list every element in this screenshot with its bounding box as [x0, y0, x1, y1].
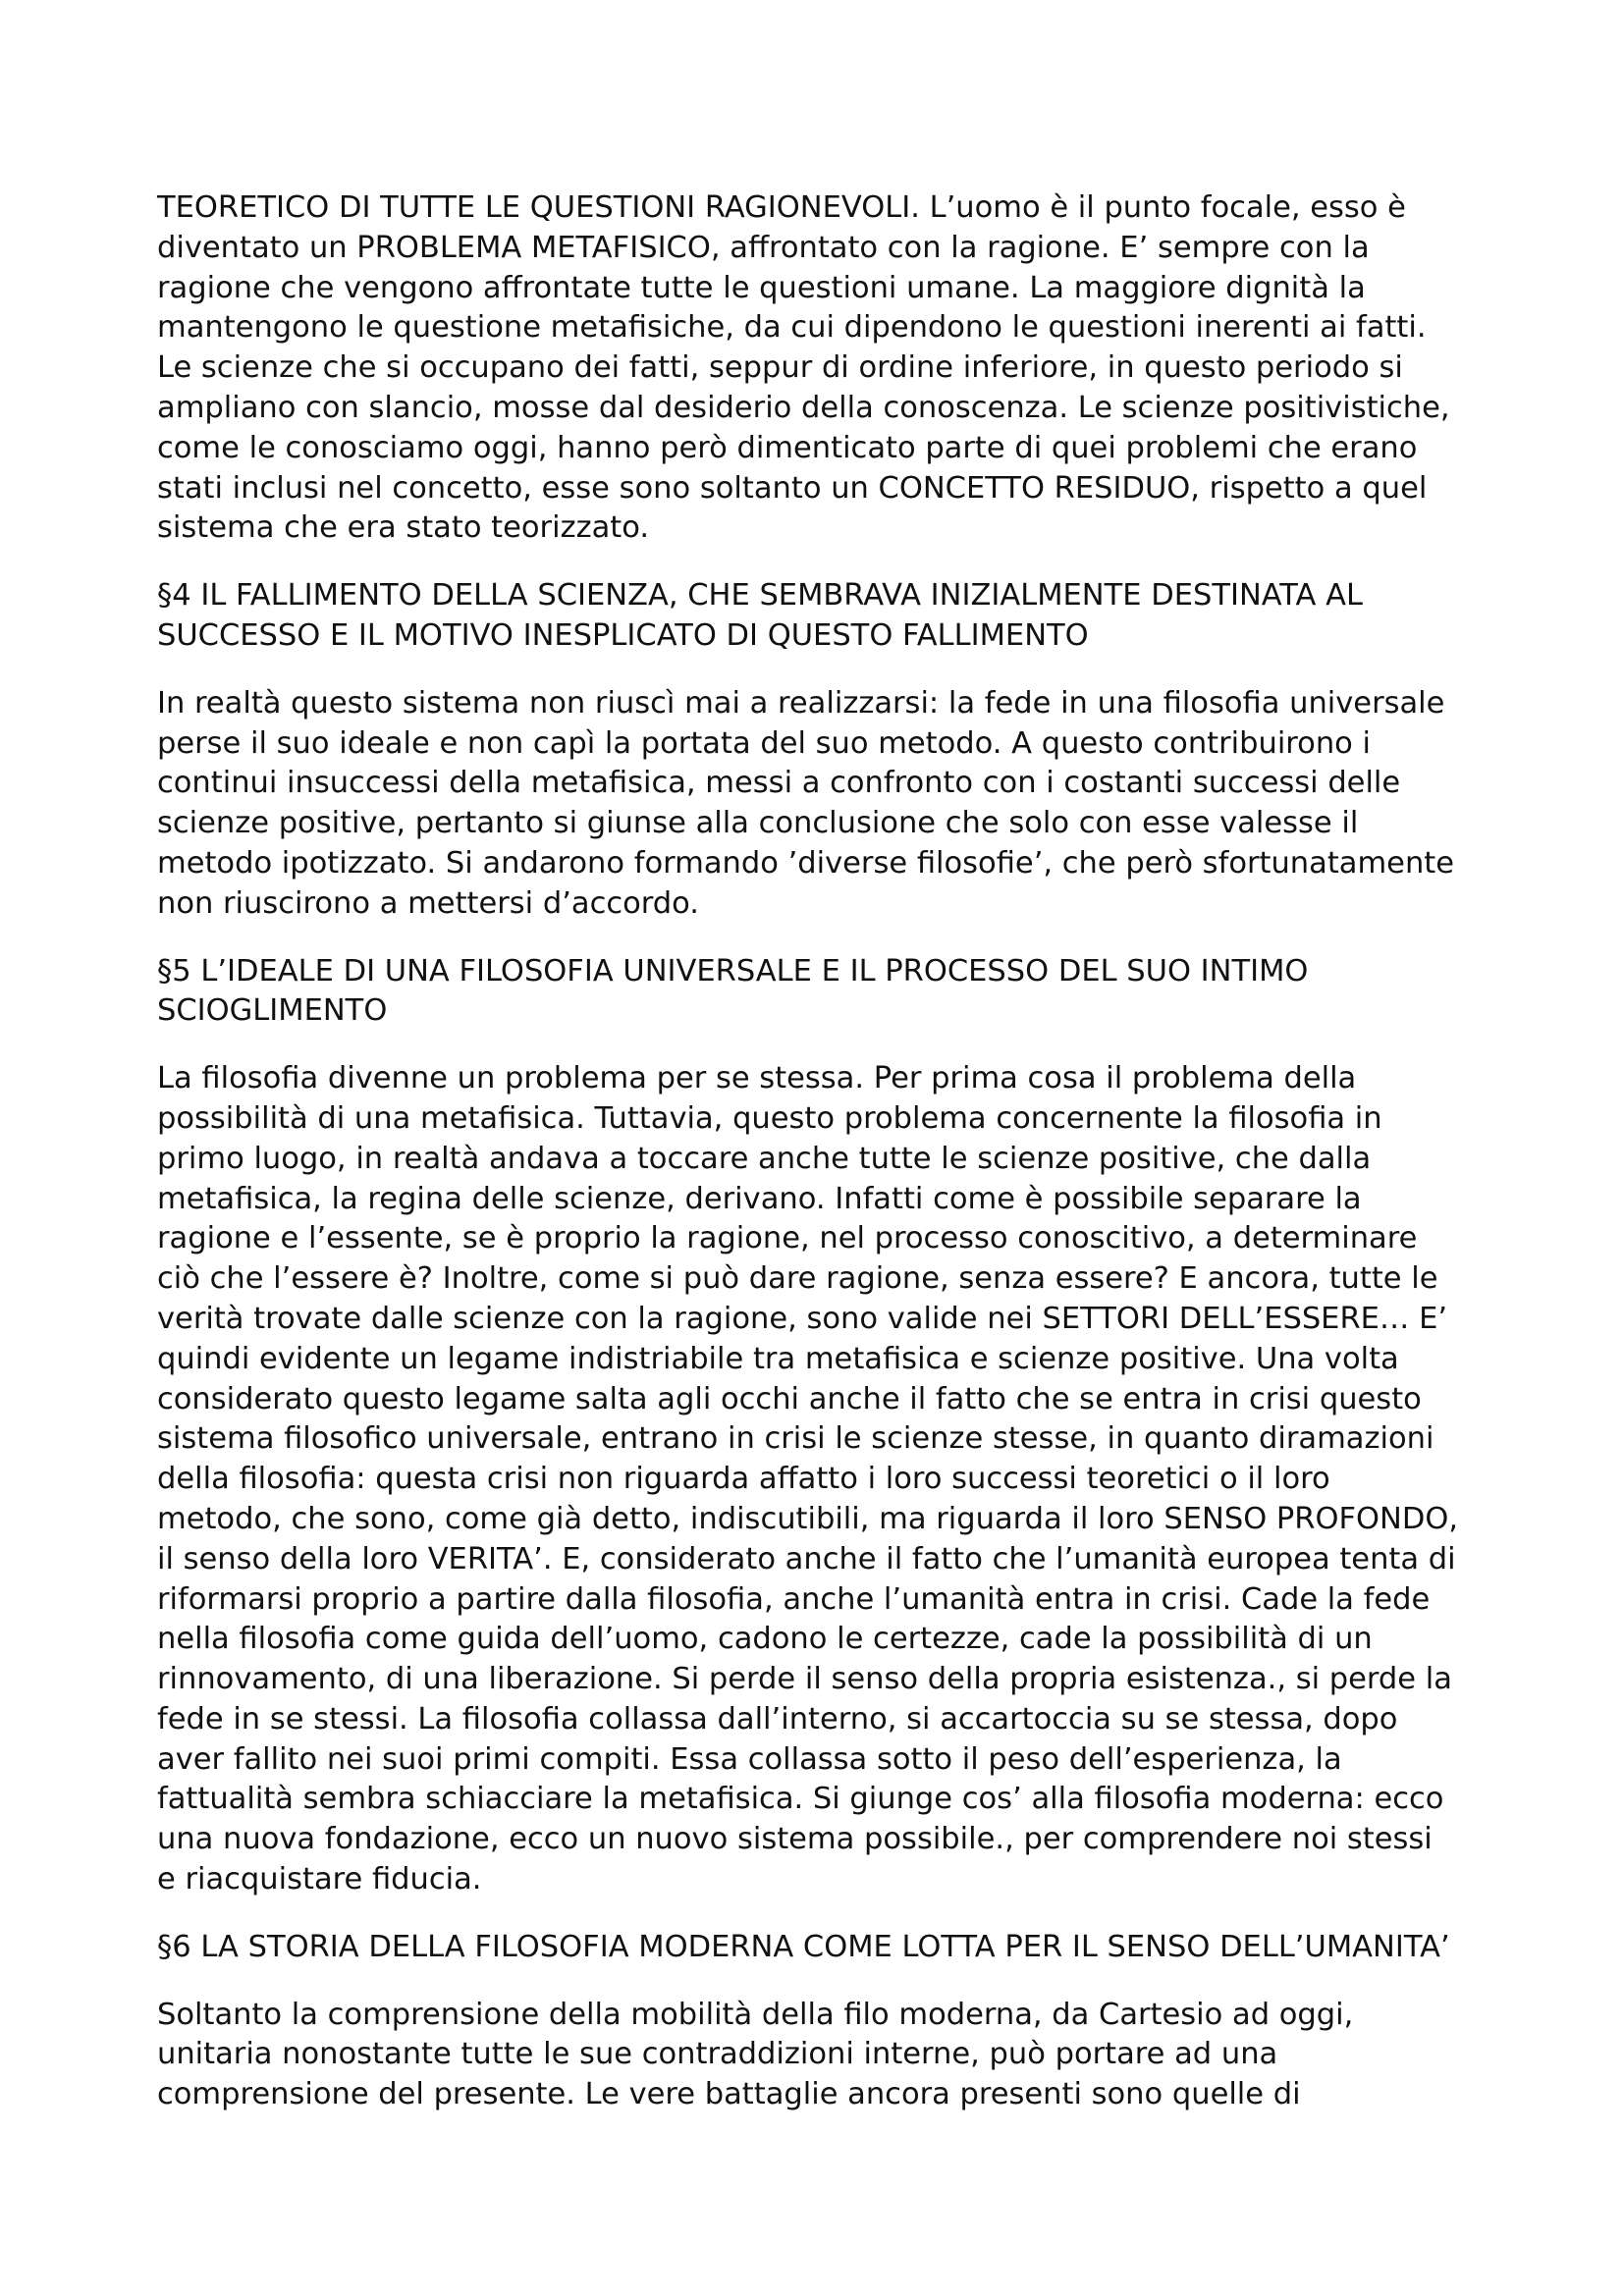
document-body	[157, 188, 1483, 2143]
paragraph-section-6: Soltanto la comprensione della mobilità della filo moderna, da Cartesio ad oggi, unitaria nonostante tutte le sue contraddizioni interne, può portare ad una comprensione del presente. Le vere battaglie ancora presenti sono quelle di	[157, 1997, 1354, 2112]
section-heading-5: §5 L’IDEALE DI UNA FILOSOFIA UNIVERSALE E IL PROCESSO DEL SUO INTIMO SCIOGLIMENTO	[157, 953, 1309, 1029]
section-heading-4: §4 IL FALLIMENTO DELLA SCIENZA, CHE SEMBRAVA INIZIALMENTE DESTINATA AL SUCCESSO E IL MOTIVO INESPLICATO DI QUESTO FALLIMENTO	[157, 578, 1363, 653]
paragraph-section-5: La filosofia divenne un problema per se stessa. Per prima cosa il problema della possibilità di una metafisica. Tuttavia, questo problema concernente la filosofia in primo luogo, in realtà andava a toccare anche tutte le scienze positive, che dalla metafisica, la regina delle scienze, derivano. Infatti come è possibile separare la ragione e l’essente, se è proprio la ragione, nel processo conoscitivo, a determinare ciò che l’essere è? Inoltre, come si può dare ragione, senza essere? E ancora, tutte le verità trovate dalle scienze con la ragione, sono valide nei SETTORI DELL’ESSERE… E’ quindi evidente un legame indistriabile tra metafisica e scienze positive. Una volta considerato questo legame salta agli occhi anche il fatto che se entra in crisi questo sistema filosofico universale, entrano in crisi le scienze stesse, in quanto diramazioni della filosofia: questa crisi non riguarda affatto i loro successi teoretici o il loro metodo, che sono, come già detto, indiscutibili, ma riguarda il loro SENSO PROFONDO, il senso della loro VERITA’. E, considerato anche il fatto che l’umanità europea tenta di riformarsi proprio a partire dalla filosofia, anche l’umanità entra in crisi. Cade la fede nella filosofia come guida dell’uomo, cadono le certezze, cade la possibilità di un rinnovamento, di una liberazione. Si perde il senso della propria esistenza., si perde la fede in se stessi. La filosofia collassa dall’interno, si accartoccia su se stessa, dopo aver fallito nei suoi primi compiti. Essa collassa sotto il peso dell’esperienza, la fattualità sembra schiacciare la metafisica. Si giunge cos’ alla filosofia moderna: ecco una nuova fondazione, ecco un nuovo sistema possibile., per comprendere noi stessi e riacquistare fiducia.	[157, 1061, 1459, 1897]
section-heading-6: §6 LA STORIA DELLA FILOSOFIA MODERNA COME LOTTA PER IL SENSO DELL’UMANITA’	[157, 1929, 1450, 1964]
paragraph-continuation: TEORETICO DI TUTTE LE QUESTIONI RAGIONEVOLI. L’uomo è il punto focale, esso è diventato un PROBLEMA METAFISICO, affrontato con la ragione. E’ sempre con la ragione che vengono affrontate tutte le questioni umane. La maggiore dignità la mantengono le questione metafisiche, da cui dipendono le questioni inerenti ai fatti. Le scienze che si occupano dei fatti, seppur di ordine inferiore, in questo periodo si ampliano con slancio, mosse dal desiderio della conoscenza. Le scienze positivistiche, come le conosciamo oggi, hanno però dimenticato parte di quei problemi che erano stati inclusi nel concetto, esse sono soltanto un CONCETTO RESIDUO, rispetto a quel sistema che era stato teorizzato.	[157, 190, 1450, 546]
paragraph-section-4: In realtà questo sistema non riuscì mai a realizzarsi: la fede in una filosofia universale perse il suo ideale e non capì la portata del suo metodo. A questo contribuirono i continui insuccessi della metafisica, messi a confronto con i costanti successi delle scienze positive, pertanto si giunse alla conclusione che solo con esse valesse il metodo ipotizzato. Si andarono formando ’diverse filosofie’, che però sfortunatamente non riuscirono a mettersi d’accordo.	[157, 685, 1455, 921]
